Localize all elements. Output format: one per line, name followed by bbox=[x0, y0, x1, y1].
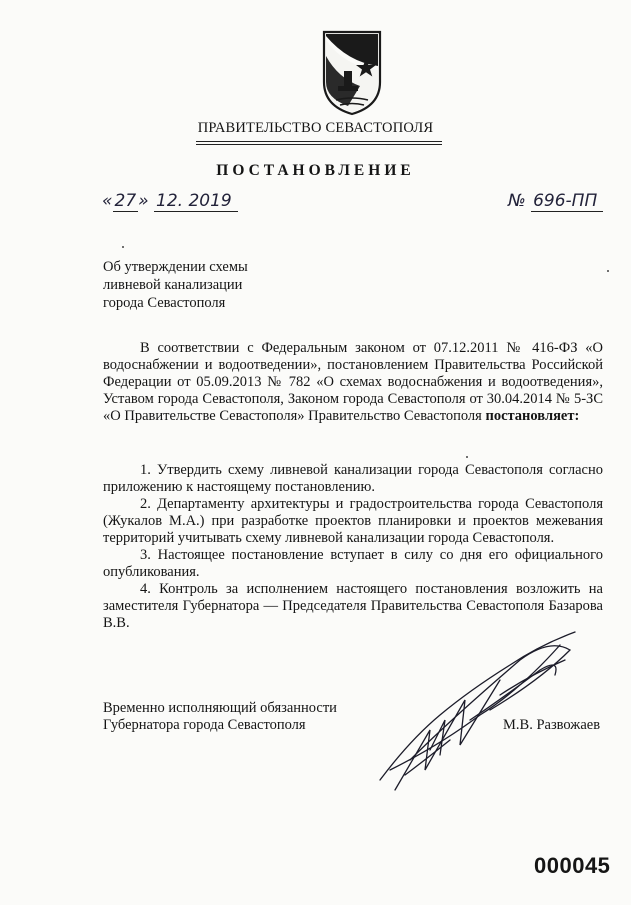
date-day: 27 bbox=[114, 191, 137, 211]
date-open-quote: « bbox=[102, 191, 113, 211]
signer-name: М.В. Развожаев bbox=[503, 717, 601, 733]
resolution-item: 3. Настоящее постановление вступает в силу со дня его официального опубликования. bbox=[103, 547, 603, 580]
document-number bbox=[508, 191, 603, 212]
document-subject bbox=[103, 258, 248, 312]
signer-title-line: Временно исполняющий обязанности bbox=[103, 700, 337, 716]
resolution-item: 4. Контроль за исполнением настоящего постановления возложить на заместителя Губернатора — Председателя Правительства Севастополя Базарова В.В. bbox=[103, 581, 603, 631]
number-value: 696-ПП bbox=[531, 191, 603, 212]
scan-speck bbox=[607, 270, 609, 272]
preamble-paragraph bbox=[103, 340, 603, 425]
serial-number: 000045 bbox=[534, 853, 611, 878]
signer-title-line: Губернатора города Севастополя bbox=[103, 717, 306, 733]
header-divider-line bbox=[196, 144, 442, 145]
date-month-year: 12. 2019 bbox=[154, 191, 238, 212]
preamble-text: В соответствии с Федеральным законом от 07.12.2011 № 416-ФЗ «О водоснабжении и водоотведении», постановлением Правительства Российской Федерации от 05.09.2013 № 782 «О схемах водоснабжения и водоотведения», Уставом города Севастополя, Законом города Севастополя от 30.04.2014 № 5-ЗС «О Правительстве Севастополя» Правительство Севастополя bbox=[103, 340, 603, 424]
subject-line: ливневой канализации bbox=[103, 277, 243, 293]
signer-title bbox=[103, 700, 337, 734]
subject-line: города Севастополя bbox=[103, 295, 226, 311]
preamble-verb: постановляет: bbox=[485, 408, 580, 424]
resolution-item: 1. Утвердить схему ливневой канализации города Севастополя согласно приложению к настоящему постановлению. bbox=[103, 462, 603, 495]
scan-speck bbox=[122, 246, 124, 248]
government-name: ПРАВИТЕЛЬСТВО СЕВАСТОПОЛЯ bbox=[197, 120, 434, 136]
document-type-title: ПОСТАНОВЛЕНИЕ bbox=[216, 162, 415, 179]
document-date bbox=[102, 191, 238, 212]
date-close-quote: » bbox=[138, 191, 149, 211]
resolution-items bbox=[103, 462, 603, 632]
sevastopol-coat-of-arms-emblem bbox=[318, 26, 386, 116]
number-prefix: № bbox=[508, 191, 526, 211]
scan-speck bbox=[466, 456, 468, 458]
resolution-item: 2. Департаменту архитектуры и градостроительства города Севастополя (Жукалов М.А.) при разработке проектов планировки и проектов межевания территорий учитывать схему ливневой канализации города Севастополя. bbox=[103, 496, 603, 546]
header-divider-line bbox=[196, 141, 442, 142]
subject-line: Об утверждении схемы bbox=[103, 259, 248, 275]
handwritten-signature bbox=[370, 620, 600, 800]
